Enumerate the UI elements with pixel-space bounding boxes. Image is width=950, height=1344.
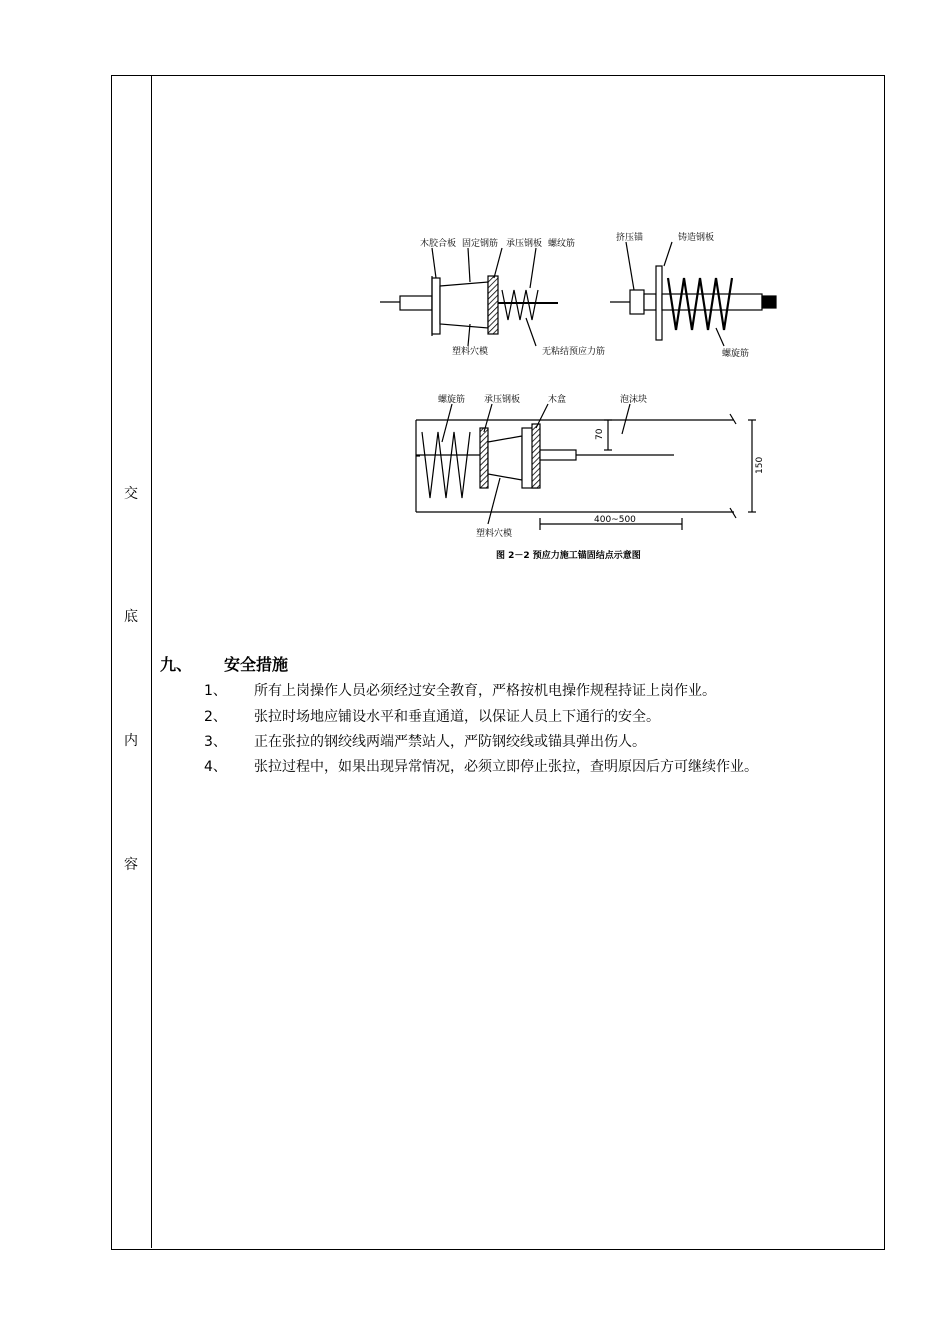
section-heading (160, 652, 288, 675)
item-number: 2、 (204, 709, 227, 725)
label-mujiaoheban: 木胶合板 (420, 239, 457, 249)
item-number: 3、 (204, 734, 227, 750)
label-suliao-bottom: 塑料穴模 (476, 529, 513, 539)
label-gudinggangjin: 固定钢筋 (462, 239, 499, 249)
anchorage-diagram (372, 228, 792, 568)
list-item (204, 680, 716, 700)
label-jiya: 挤压锚 (616, 233, 644, 243)
label-chengya-top: 承压钢板 (506, 239, 543, 249)
label-wunian: 无粘结预应力筋 (542, 347, 606, 357)
list-item (204, 731, 646, 751)
label-luowen: 螺纹筋 (548, 239, 576, 249)
label-luoxuan-bottom: 螺旋筋 (438, 395, 466, 405)
section-number: 九、 (160, 655, 193, 674)
label-chengya-bottom: 承压钢板 (484, 395, 521, 405)
label-luoxuan-top: 螺旋筋 (722, 349, 750, 359)
side-label-char: 内 (124, 733, 138, 749)
side-label-char: 底 (124, 609, 138, 625)
label-suliao-top: 塑料穴模 (452, 347, 489, 357)
item-text: 张拉过程中，如果出现异常情况，必须立即停止张拉，查明原因后方可继续作业。 (254, 759, 758, 775)
item-text: 张拉时场地应铺设水平和垂直通道，以保证人员上下通行的安全。 (254, 709, 660, 725)
label-paomo: 泡沫块 (620, 395, 648, 405)
item-text: 所有上岗操作人员必须经过安全教育，严格按机电操作规程持证上岗作业。 (254, 683, 716, 699)
dim-400-500: 400~500 (594, 515, 636, 525)
frame-edge-gap (882, 160, 884, 630)
side-label-column (111, 75, 152, 1248)
item-number: 1、 (204, 683, 227, 699)
item-number: 4、 (204, 759, 227, 775)
figure-caption: 图 2－2 预应力施工锚固结点示意图 (496, 551, 641, 561)
list-item (204, 756, 758, 776)
side-label-char: 容 (124, 857, 138, 873)
dim-70: 70 (595, 428, 605, 440)
item-text: 正在张拉的钢绞线两端严禁站人，严防钢绞线或锚具弹出伤人。 (254, 734, 646, 750)
section-title: 安全措施 (224, 655, 289, 674)
dim-150: 150 (755, 456, 765, 474)
list-item (204, 706, 660, 726)
label-zhuzao: 铸造钢板 (678, 233, 715, 243)
label-muhe: 木盒 (548, 395, 567, 405)
side-label-char: 交 (124, 486, 138, 502)
